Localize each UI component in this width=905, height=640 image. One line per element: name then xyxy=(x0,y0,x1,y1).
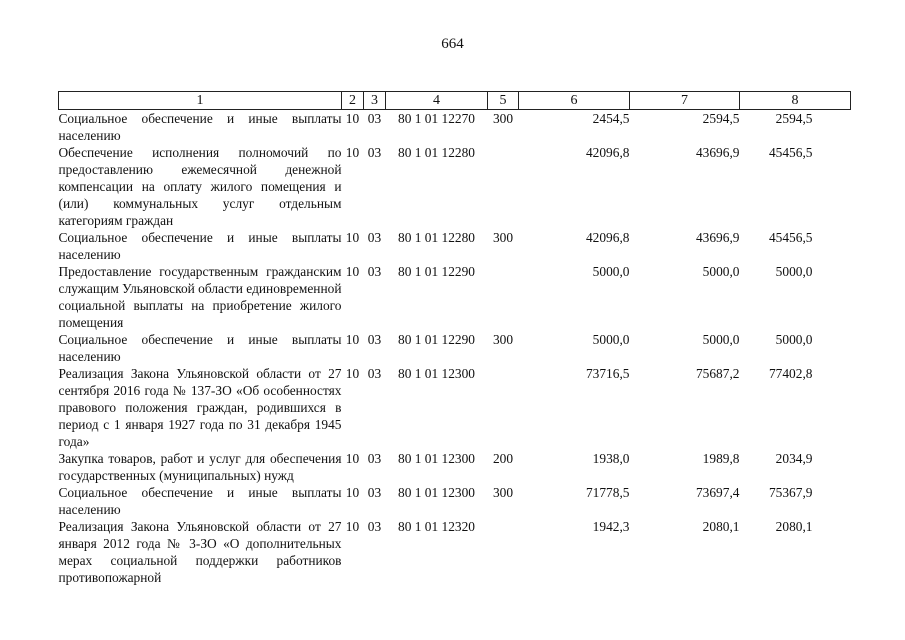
row-subsection: 03 xyxy=(367,366,382,381)
row-name: Реализация Закона Ульяновской области от 27 сентября 2016 года № 137-ЗО «Об особенностях правового положения граждан, родившихся в период с 1 января 1927 года по 31 декабря 1945 года» xyxy=(58,366,342,449)
row-value-6: 71778,5 xyxy=(585,485,630,500)
header-col-8: 8 xyxy=(740,92,851,110)
row-subsection: 03 xyxy=(367,485,382,500)
row-name: Обеспечение исполнения полномочий по предоставлению ежемесячной денежной компенсации на оплату жилого помещения и (или) коммунальных услуг отдельным категориям граждан xyxy=(58,145,342,228)
header-row xyxy=(59,92,851,110)
row-value-7: 43696,9 xyxy=(695,230,740,245)
row-target-code: 80 1 01 12300 xyxy=(398,366,475,381)
row-target-code: 80 1 01 12270 xyxy=(398,111,475,126)
row-section: 10 xyxy=(345,111,360,126)
row-target-code: 80 1 01 12300 xyxy=(398,451,475,466)
row-target-code: 80 1 01 12290 xyxy=(398,264,475,279)
row-value-6: 5000,0 xyxy=(592,264,630,279)
row-value-7: 2080,1 xyxy=(702,519,740,534)
row-name: Социальное обеспечение и иные выплаты населению xyxy=(58,230,342,262)
table-row xyxy=(59,110,851,145)
row-value-8: 5000,0 xyxy=(775,332,813,347)
row-target-code: 80 1 01 12280 xyxy=(398,230,475,245)
row-expense-type: 300 xyxy=(492,230,514,245)
row-subsection: 03 xyxy=(367,111,382,126)
row-name: Закупка товаров, работ и услуг для обеспечения государственных (муниципальных) нужд xyxy=(58,451,342,483)
row-section: 10 xyxy=(345,366,360,381)
row-value-7: 5000,0 xyxy=(702,264,740,279)
row-subsection: 03 xyxy=(367,332,382,347)
row-value-8: 77402,8 xyxy=(768,366,813,381)
header-col-3: 3 xyxy=(364,92,386,110)
header-col-7: 7 xyxy=(630,92,740,110)
row-target-code: 80 1 01 12290 xyxy=(398,332,475,347)
header-col-6: 6 xyxy=(519,92,630,110)
row-subsection: 03 xyxy=(367,264,382,279)
row-value-8: 75367,9 xyxy=(768,485,813,500)
row-section: 10 xyxy=(345,485,360,500)
row-section: 10 xyxy=(345,519,360,534)
row-expense-type: 200 xyxy=(492,451,514,466)
row-subsection: 03 xyxy=(367,519,382,534)
row-value-6: 1938,0 xyxy=(592,451,630,466)
row-value-7: 75687,2 xyxy=(695,366,740,381)
row-value-7: 5000,0 xyxy=(702,332,740,347)
row-expense-type xyxy=(488,365,519,450)
row-value-6: 42096,8 xyxy=(585,145,630,160)
header-col-4: 4 xyxy=(386,92,488,110)
row-expense-type: 300 xyxy=(492,332,514,347)
table-row xyxy=(59,331,851,365)
page-number: 664 xyxy=(441,36,464,52)
row-section: 10 xyxy=(345,145,360,160)
row-expense-type: 300 xyxy=(492,485,514,500)
table-row xyxy=(59,450,851,484)
row-section: 10 xyxy=(345,332,360,347)
row-name: Социальное обеспечение и иные выплаты населению xyxy=(58,111,342,143)
row-expense-type xyxy=(488,518,519,586)
row-name: Социальное обеспечение и иные выплаты населению xyxy=(58,485,342,517)
row-name: Реализация Закона Ульяновской области от 27 января 2012 года № 3-ЗО «О дополнительных мерах социальной поддержки работников противопожарной xyxy=(58,519,342,585)
row-expense-type xyxy=(488,263,519,331)
table-row xyxy=(59,263,851,331)
row-expense-type: 300 xyxy=(492,111,514,126)
row-value-7: 43696,9 xyxy=(695,145,740,160)
row-value-8: 5000,0 xyxy=(775,264,813,279)
row-section: 10 xyxy=(345,230,360,245)
row-expense-type xyxy=(488,144,519,229)
row-target-code: 80 1 01 12320 xyxy=(398,519,475,534)
row-section: 10 xyxy=(345,451,360,466)
row-value-7: 2594,5 xyxy=(702,111,740,126)
header-col-5: 5 xyxy=(488,92,519,110)
row-value-8: 45456,5 xyxy=(768,230,813,245)
row-value-7: 1989,8 xyxy=(702,451,740,466)
row-section: 10 xyxy=(345,264,360,279)
row-value-8: 2034,9 xyxy=(775,451,813,466)
table-row xyxy=(59,229,851,263)
row-subsection: 03 xyxy=(367,145,382,160)
row-target-code: 80 1 01 12300 xyxy=(398,485,475,500)
row-subsection: 03 xyxy=(367,230,382,245)
budget-table xyxy=(58,91,851,586)
row-value-6: 5000,0 xyxy=(592,332,630,347)
row-name: Предоставление государственным гражданским служащим Ульяновской области единовременной социальной выплаты на приобретение жилого помещения xyxy=(58,264,342,330)
row-value-7: 73697,4 xyxy=(695,485,740,500)
table-row xyxy=(59,518,851,586)
row-value-8: 45456,5 xyxy=(768,145,813,160)
header-col-2: 2 xyxy=(342,92,364,110)
row-value-8: 2594,5 xyxy=(775,111,813,126)
row-value-6: 73716,5 xyxy=(585,366,630,381)
row-value-6: 1942,3 xyxy=(592,519,630,534)
row-name: Социальное обеспечение и иные выплаты населению xyxy=(58,332,342,364)
row-subsection: 03 xyxy=(367,451,382,466)
row-value-8: 2080,1 xyxy=(775,519,813,534)
row-value-6: 42096,8 xyxy=(585,230,630,245)
row-value-6: 2454,5 xyxy=(592,111,630,126)
table-row xyxy=(59,365,851,450)
header-col-1: 1 xyxy=(59,92,342,110)
table-row xyxy=(59,144,851,229)
row-target-code: 80 1 01 12280 xyxy=(398,145,475,160)
table-row xyxy=(59,484,851,518)
